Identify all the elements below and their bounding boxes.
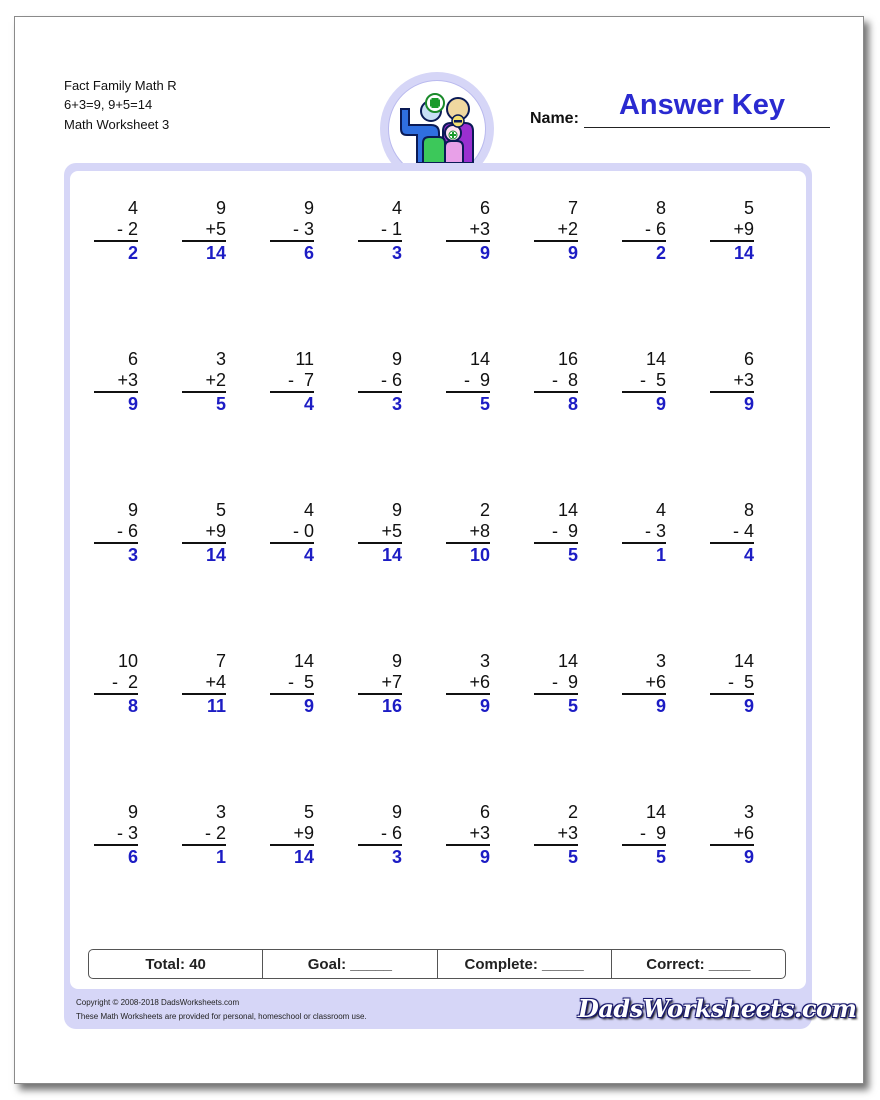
problem-1-2 [182,198,226,264]
problem-operator-number: +3 [534,823,578,846]
problem-answer: 3 [391,243,402,263]
problem-1-7 [622,198,666,264]
problem-operator-number: - 8 [534,370,578,393]
problem-answer: 5 [215,394,226,414]
problem-4-8 [710,651,754,717]
problem-answer: 9 [743,696,754,716]
problem-answer: 4 [743,545,754,565]
problem-4-5 [446,651,490,717]
problem-operator-number: +9 [270,823,314,846]
problem-operator-number: - 1 [358,219,402,242]
problem-answer: 10 [469,545,490,565]
usage-note: These Math Worksheets are provided for personal, homeschool or classroom use. [76,1012,367,1021]
problem-operator-number: +7 [358,672,402,695]
problem-3-5 [446,500,490,566]
problem-2-7 [622,349,666,415]
problem-operator-number: +4 [182,672,226,695]
problem-operator-number: +5 [182,219,226,242]
problem-answer: 2 [127,243,138,263]
problem-4-1 [94,651,138,717]
problem-answer: 6 [127,847,138,867]
problem-top-number: 4 [303,500,314,520]
problem-operator-number: - 3 [622,521,666,544]
problem-3-6 [534,500,578,566]
problem-operator-number: - 5 [622,370,666,393]
problem-operator-number: - 6 [622,219,666,242]
problem-operator-number: - 2 [94,672,138,695]
problem-answer: 1 [655,545,666,565]
problem-4-4 [358,651,402,717]
problem-top-number: 6 [479,198,490,218]
problem-5-1 [94,802,138,868]
problem-2-5 [446,349,490,415]
problem-operator-number: +3 [710,370,754,393]
problem-5-5 [446,802,490,868]
problem-top-number: 10 [117,651,138,671]
problem-answer: 5 [567,847,578,867]
problem-top-number: 9 [215,198,226,218]
problem-answer: 5 [567,545,578,565]
problem-top-number: 9 [391,651,402,671]
problem-operator-number: - 2 [182,823,226,846]
problem-top-number: 9 [391,349,402,369]
problem-operator-number: +3 [446,823,490,846]
problem-5-7 [622,802,666,868]
problem-3-1 [94,500,138,566]
problem-top-number: 9 [303,198,314,218]
problem-answer: 9 [127,394,138,414]
problem-answer: 14 [205,243,226,263]
problem-4-7 [622,651,666,717]
problem-top-number: 3 [743,802,754,822]
problem-answer: 9 [655,394,666,414]
problem-answer: 16 [381,696,402,716]
problem-operator-number: +8 [446,521,490,544]
problem-5-8 [710,802,754,868]
problem-top-number: 7 [215,651,226,671]
total-cell: Total: 40 [89,950,263,978]
problem-operator-number: +6 [446,672,490,695]
problem-operator-number: +6 [710,823,754,846]
problems-frame [64,163,812,1029]
problem-top-number: 14 [645,802,666,822]
problem-top-number: 8 [743,500,754,520]
problem-top-number: 9 [391,500,402,520]
score-table [88,949,786,979]
problem-top-number: 3 [215,802,226,822]
problem-top-number: 16 [557,349,578,369]
problem-answer: 9 [479,696,490,716]
problem-top-number: 3 [215,349,226,369]
problem-top-number: 9 [391,802,402,822]
problem-3-3 [270,500,314,566]
problem-3-4 [358,500,402,566]
problem-top-number: 8 [655,198,666,218]
problems-area [70,171,806,989]
problem-answer: 3 [391,847,402,867]
problem-answer: 5 [655,847,666,867]
problem-operator-number: - 6 [94,521,138,544]
problem-operator-number: - 5 [270,672,314,695]
problem-operator-number: - 6 [358,823,402,846]
problem-operator-number: - 3 [270,219,314,242]
problem-operator-number: +2 [534,219,578,242]
problem-top-number: 14 [557,500,578,520]
problem-4-6 [534,651,578,717]
problem-5-4 [358,802,402,868]
problem-answer: 14 [381,545,402,565]
problem-operator-number: - 7 [270,370,314,393]
problem-answer: 14 [293,847,314,867]
problem-top-number: 5 [215,500,226,520]
problem-answer: 9 [655,696,666,716]
problem-2-6 [534,349,578,415]
problem-answer: 9 [743,394,754,414]
problem-answer: 5 [479,394,490,414]
problem-top-number: 6 [127,349,138,369]
problem-top-number: 2 [479,500,490,520]
problem-operator-number: +5 [358,521,402,544]
problem-operator-number: - 3 [94,823,138,846]
fact-family-people-icon [395,89,481,171]
problem-answer: 9 [303,696,314,716]
problem-top-number: 9 [127,500,138,520]
problem-answer: 3 [391,394,402,414]
problem-2-1 [94,349,138,415]
problem-operator-number: +9 [182,521,226,544]
problem-answer: 9 [479,847,490,867]
problem-answer: 8 [127,696,138,716]
problem-answer: 1 [215,847,226,867]
problem-top-number: 3 [655,651,666,671]
brand-logo: DadsWorksheets.com [578,994,857,1023]
problem-5-3 [270,802,314,868]
problem-top-number: 5 [743,198,754,218]
problem-top-number: 14 [557,651,578,671]
worksheet-number: Math Worksheet 3 [64,117,170,132]
problem-2-3 [270,349,314,415]
problem-5-2 [182,802,226,868]
problem-top-number: 11 [295,349,314,369]
problem-top-number: 14 [645,349,666,369]
problem-5-6 [534,802,578,868]
problem-answer: 5 [567,696,578,716]
complete-cell: Complete: _____ [438,950,612,978]
worksheet-subtitle: 6+3=9, 9+5=14 [64,97,153,112]
name-label: Name: [530,110,579,127]
problem-answer: 8 [567,394,578,414]
problem-operator-number: - 6 [358,370,402,393]
problem-2-8 [710,349,754,415]
name-field-line [584,127,830,128]
problem-1-1 [94,198,138,264]
problem-operator-number: - 0 [270,521,314,544]
correct-cell: Correct: _____ [646,955,751,973]
problem-answer: 4 [303,545,314,565]
copyright-line: Copyright © 2008-2018 DadsWorksheets.com [76,998,240,1007]
problem-answer: 4 [303,394,314,414]
problem-operator-number: +3 [446,219,490,242]
problem-4-2 [182,651,226,717]
problem-operator-number: - 2 [94,219,138,242]
problem-operator-number: +6 [622,672,666,695]
problem-operator-number: +9 [710,219,754,242]
problem-answer: 2 [655,243,666,263]
problem-3-2 [182,500,226,566]
problem-1-5 [446,198,490,264]
problem-answer: 9 [567,243,578,263]
problem-top-number: 4 [391,198,402,218]
problem-top-number: 6 [479,802,490,822]
problem-1-6 [534,198,578,264]
problem-2-2 [182,349,226,415]
problem-top-number: 5 [303,802,314,822]
problem-operator-number: - 4 [710,521,754,544]
problem-answer: 14 [733,243,754,263]
problem-top-number: 9 [127,802,138,822]
problem-top-number: 2 [567,802,578,822]
problem-operator-number: +3 [94,370,138,393]
goal-cell: Goal: _____ [263,950,437,978]
answer-key-heading: Answer Key [618,89,785,121]
problem-answer: 9 [743,847,754,867]
problem-operator-number: - 9 [622,823,666,846]
problem-3-8 [710,500,754,566]
problem-2-4 [358,349,402,415]
problem-top-number: 6 [743,349,754,369]
problem-4-3 [270,651,314,717]
problem-top-number: 14 [733,651,754,671]
problem-top-number: 14 [469,349,490,369]
problem-top-number: 14 [293,651,314,671]
problem-operator-number: - 9 [534,521,578,544]
problem-answer: 6 [303,243,314,263]
problem-answer: 3 [127,545,138,565]
problem-top-number: 7 [567,198,578,218]
problem-1-3 [270,198,314,264]
problem-operator-number: - 5 [710,672,754,695]
problem-operator-number: - 9 [534,672,578,695]
problem-answer: 9 [479,243,490,263]
problem-1-4 [358,198,402,264]
problem-3-7 [622,500,666,566]
problem-operator-number: - 9 [446,370,490,393]
problem-top-number: 4 [655,500,666,520]
problem-1-8 [710,198,754,264]
problem-top-number: 4 [127,198,138,218]
problem-top-number: 3 [479,651,490,671]
problem-answer: 11 [206,696,226,716]
problem-answer: 14 [205,545,226,565]
problem-operator-number: +2 [182,370,226,393]
worksheet-title: Fact Family Math R [64,78,177,93]
